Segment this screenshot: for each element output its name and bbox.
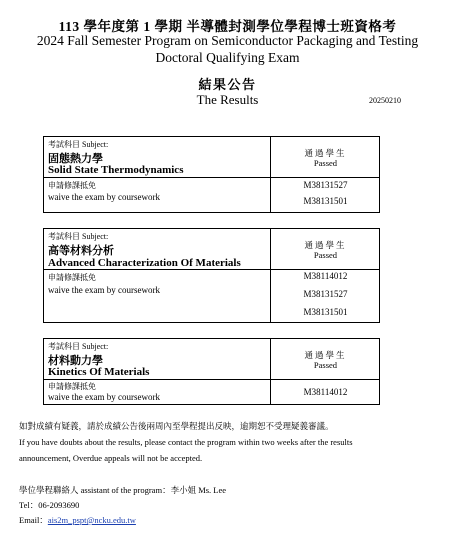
email-label: Email： — [19, 515, 48, 525]
passed-header-english: Passed — [313, 360, 338, 370]
subject-label: 考試科目 Subject: — [48, 140, 109, 149]
subject-name-chinese: 材料動力學 — [48, 355, 103, 367]
subject-name-chinese: 高等材料分析 — [48, 245, 114, 257]
subject-table — [43, 338, 380, 405]
waive-label-english: waive the exam by coursework — [48, 285, 160, 295]
notice-english-line2: announcement, Overdue appeals will not be accepted. — [19, 453, 203, 463]
notice-english-line1: If you have doubts about the results, please contact the program within two weeks after the results — [19, 437, 353, 447]
waive-label-chinese: 申請修課抵免 — [48, 181, 96, 190]
subject-table — [43, 228, 380, 323]
student-id: M38131527 — [303, 289, 348, 299]
waive-label-english: waive the exam by coursework — [48, 192, 160, 202]
notice-chinese: 如對成績有疑義，請於成績公告後兩周內至學程提出反映，逾期恕不受理疑義審議。 — [19, 421, 334, 431]
student-id: M38114012 — [303, 271, 348, 281]
results-heading-chinese: 結果公告 — [198, 77, 257, 92]
contact-tel: Tel：06-2093690 — [19, 500, 80, 510]
student-id: M38131501 — [303, 307, 348, 317]
passed-header-english: Passed — [313, 250, 338, 260]
results-heading-english: The Results — [196, 92, 259, 107]
email-link[interactable]: ais2m_pspt@ncku.edu.tw — [47, 515, 136, 525]
title-chinese: 113 學年度第 1 學期 半導體封測學位學程博士班資格考 — [58, 19, 397, 34]
passed-header-chinese: 通過學生 — [304, 148, 347, 158]
subject-name-english: Advanced Characterization Of Materials — [48, 257, 241, 269]
passed-header-chinese: 通過學生 — [304, 240, 347, 250]
subject-label: 考試科目 Subject: — [48, 232, 109, 241]
title-english-line2: Doctoral Qualifying Exam — [155, 50, 300, 65]
announcement-date: 20250210 — [369, 96, 401, 105]
student-id: M38131527 — [303, 180, 348, 190]
student-id: M38114012 — [303, 387, 348, 397]
passed-header-chinese: 通過學生 — [304, 350, 347, 360]
contact-email-line — [19, 514, 136, 526]
subject-label: 考試科目 Subject: — [48, 342, 109, 351]
waive-label-chinese: 申請修課抵免 — [48, 382, 96, 391]
subject-name-english: Kinetics Of Materials — [48, 366, 150, 378]
subject-name-chinese: 固態熱力學 — [48, 153, 103, 165]
waive-label-chinese: 申請修課抵免 — [48, 273, 96, 282]
contact-person: 學位學程聯絡人 assistant of the program：李小姐 Ms. Lee — [19, 485, 227, 495]
passed-header-english: Passed — [313, 158, 338, 168]
subject-table — [43, 136, 380, 213]
subject-name-english: Solid State Thermodynamics — [48, 164, 184, 176]
waive-label-english: waive the exam by coursework — [48, 392, 160, 402]
title-english-line1: 2024 Fall Semester Program on Semiconductor Packaging and Testing — [36, 33, 419, 48]
student-id: M38131501 — [303, 196, 348, 206]
